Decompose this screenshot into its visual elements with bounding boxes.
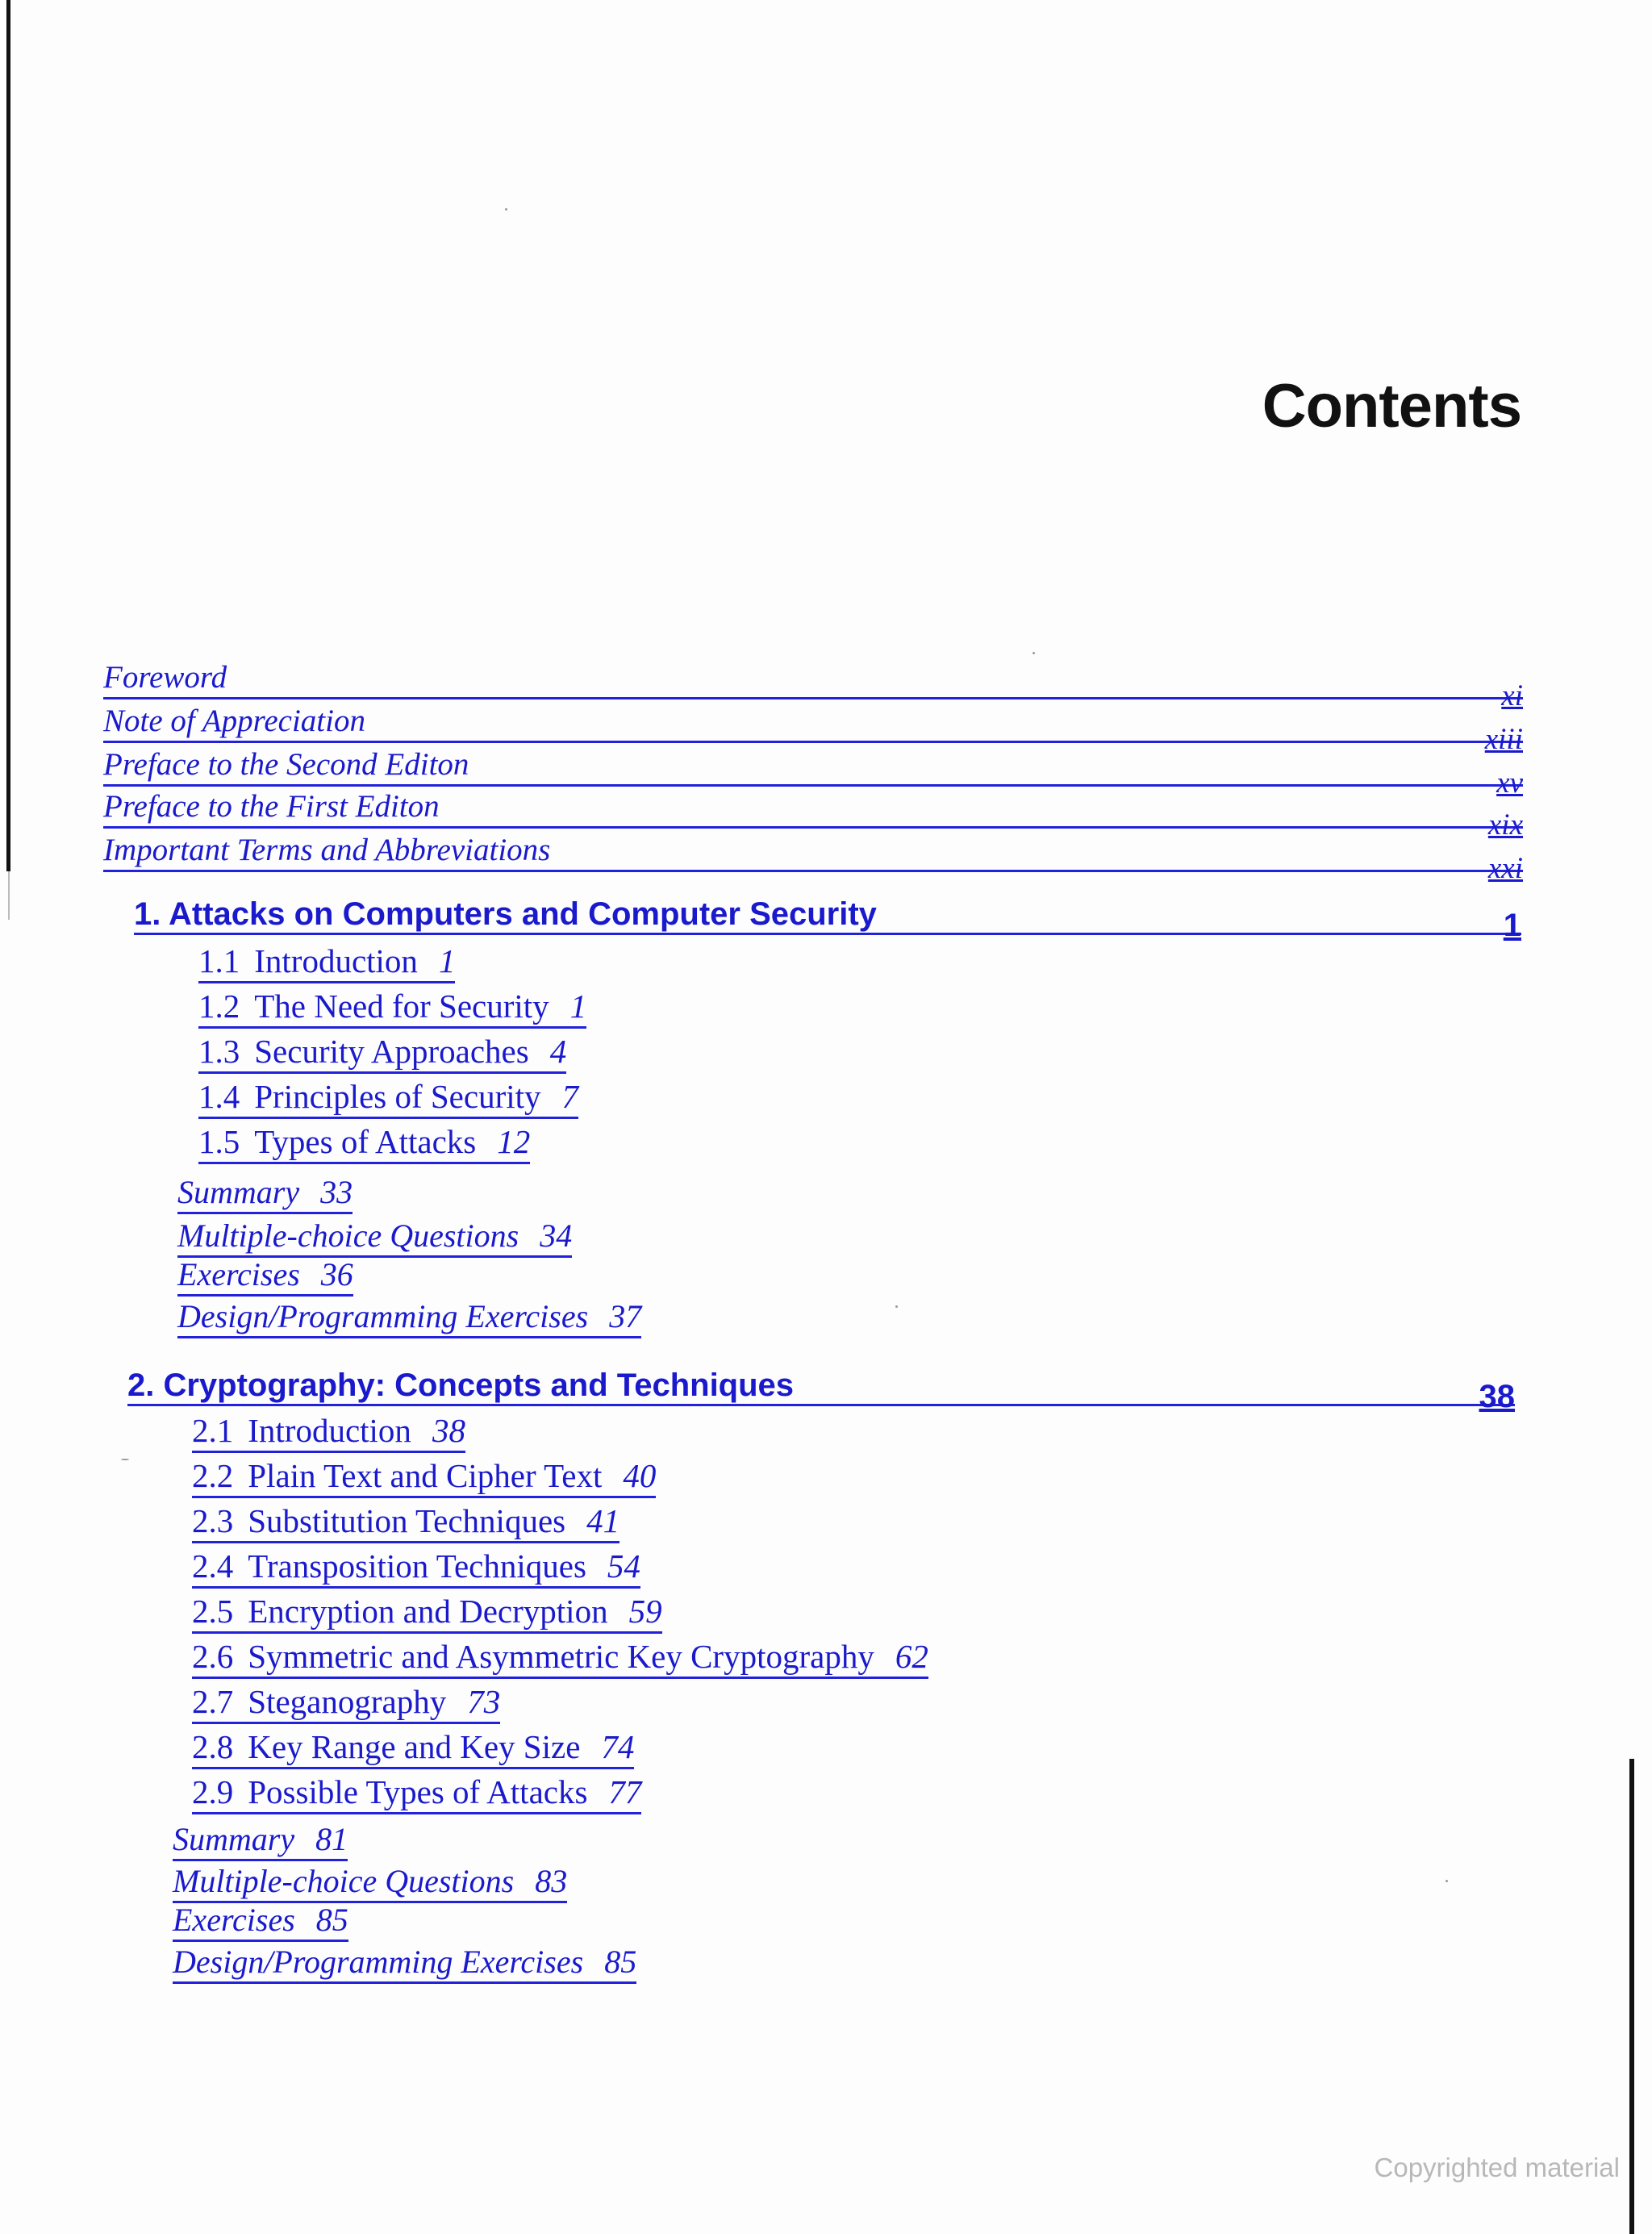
section-title: Introduction xyxy=(254,942,418,979)
end-item-page: 81 xyxy=(315,1821,348,1857)
page-title: Contents xyxy=(1262,372,1521,441)
toc-end-mcq-2[interactable] xyxy=(173,1862,567,1903)
toc-section-1-4[interactable] xyxy=(198,1076,578,1119)
toc-end-summary-1[interactable] xyxy=(177,1173,353,1214)
end-item-page: 85 xyxy=(315,1902,348,1938)
toc-entry-label: Important Terms and Abbreviations xyxy=(103,833,551,867)
section-number: 2.9 xyxy=(192,1773,234,1810)
section-number: 1.5 xyxy=(198,1123,240,1160)
toc-entry-page: xi xyxy=(1501,679,1523,712)
section-number: 2.8 xyxy=(192,1728,234,1765)
scan-edge-left-faint xyxy=(8,871,10,920)
toc-section-1-5[interactable] xyxy=(198,1121,530,1164)
toc-section-2-4[interactable] xyxy=(192,1546,640,1589)
section-number: 2.7 xyxy=(192,1683,234,1720)
end-item-page: 37 xyxy=(609,1298,642,1334)
toc-entry-preface-first[interactable] xyxy=(103,784,1523,841)
section-number: 2.4 xyxy=(192,1547,234,1585)
section-number: 2.2 xyxy=(192,1457,234,1494)
section-number: 2.3 xyxy=(192,1502,234,1539)
toc-section-1-3[interactable] xyxy=(198,1031,566,1074)
toc-entry-page: xiii xyxy=(1484,723,1523,756)
section-page: 12 xyxy=(497,1123,531,1160)
toc-entry-page: xv xyxy=(1496,766,1523,800)
scan-speck xyxy=(1446,1880,1448,1882)
section-page: 41 xyxy=(586,1502,620,1539)
toc-entry-preface-second[interactable] xyxy=(103,742,1523,800)
end-item-label: Design/Programming Exercises xyxy=(173,1944,584,1980)
end-item-page: 85 xyxy=(604,1944,637,1980)
toc-entry-note-of-appreciation[interactable] xyxy=(103,699,1523,756)
section-title: Encryption and Decryption xyxy=(248,1593,608,1630)
section-title: Substitution Techniques xyxy=(248,1502,566,1539)
section-page: 59 xyxy=(628,1593,662,1630)
toc-entry-important-terms[interactable] xyxy=(103,828,1523,885)
section-page: 77 xyxy=(608,1773,642,1810)
section-title: Symmetric and Asymmetric Key Cryptography xyxy=(248,1638,874,1675)
toc-end-exercises-1[interactable] xyxy=(177,1255,353,1297)
end-item-label: Multiple-choice Questions xyxy=(177,1217,519,1254)
section-page: 4 xyxy=(549,1033,567,1070)
end-item-label: Summary xyxy=(173,1821,295,1857)
toc-entry-label: Preface to the Second Editon xyxy=(103,747,469,782)
toc-entry-label: Note of Appreciation xyxy=(103,704,365,738)
end-item-label: Multiple-choice Questions xyxy=(173,1863,515,1899)
toc-section-2-5[interactable] xyxy=(192,1591,662,1634)
toc-chapter-1[interactable] xyxy=(134,887,1521,943)
toc-section-2-1[interactable] xyxy=(192,1410,465,1453)
toc-section-2-9[interactable] xyxy=(192,1772,641,1814)
chapter-page: 38 xyxy=(1479,1379,1515,1414)
toc-section-2-3[interactable] xyxy=(192,1501,620,1543)
section-page: 1 xyxy=(438,942,456,979)
scan-speck xyxy=(1032,652,1035,654)
section-title: The Need for Security xyxy=(254,988,549,1025)
toc-section-2-6[interactable] xyxy=(192,1636,928,1679)
section-page: 1 xyxy=(569,988,587,1025)
section-number: 1.3 xyxy=(198,1033,240,1070)
end-item-page: 36 xyxy=(320,1256,353,1292)
section-title: Steganography xyxy=(248,1683,447,1720)
section-title: Plain Text and Cipher Text xyxy=(248,1457,603,1494)
toc-end-design-1[interactable] xyxy=(177,1297,641,1338)
scan-edge-right xyxy=(1629,1759,1634,2234)
toc-end-mcq-1[interactable] xyxy=(177,1217,572,1258)
section-page: 7 xyxy=(561,1078,579,1115)
toc-end-exercises-2[interactable] xyxy=(173,1901,348,1942)
end-item-label: Summary xyxy=(177,1174,300,1210)
section-number: 2.5 xyxy=(192,1593,234,1630)
copyright-watermark: Copyrighted material xyxy=(1374,2153,1620,2182)
toc-entry-page: xix xyxy=(1487,808,1523,841)
section-number: 2.6 xyxy=(192,1638,234,1675)
section-number: 1.1 xyxy=(198,942,240,979)
section-page: 54 xyxy=(607,1547,640,1585)
section-number: 1.2 xyxy=(198,988,240,1025)
toc-entry-label: Foreword xyxy=(103,660,227,695)
section-title: Key Range and Key Size xyxy=(248,1728,581,1765)
section-page: 62 xyxy=(895,1638,928,1675)
toc-entry-page: xxi xyxy=(1487,852,1523,885)
scan-speck xyxy=(895,1305,898,1308)
chapter-title: 2. Cryptography: Concepts and Techniques xyxy=(127,1368,795,1403)
section-title: Principles of Security xyxy=(254,1078,541,1115)
section-page: 74 xyxy=(601,1728,635,1765)
section-number: 2.1 xyxy=(192,1412,234,1449)
toc-end-design-2[interactable] xyxy=(173,1943,636,1984)
section-title: Introduction xyxy=(248,1412,411,1449)
toc-chapter-2[interactable] xyxy=(127,1359,1515,1414)
toc-end-summary-2[interactable] xyxy=(173,1820,348,1861)
scan-speck xyxy=(505,208,507,211)
toc-section-2-7[interactable] xyxy=(192,1681,500,1724)
scan-edge-left xyxy=(6,0,10,871)
toc-section-2-2[interactable] xyxy=(192,1455,656,1498)
section-title: Security Approaches xyxy=(254,1033,529,1070)
scan-speck xyxy=(121,1459,129,1460)
section-title: Transposition Techniques xyxy=(248,1547,586,1585)
end-item-label: Exercises xyxy=(177,1256,300,1292)
section-page: 40 xyxy=(623,1457,657,1494)
end-item-label: Design/Programming Exercises xyxy=(177,1298,589,1334)
end-item-label: Exercises xyxy=(173,1902,295,1938)
end-item-page: 34 xyxy=(540,1217,573,1254)
end-item-page: 33 xyxy=(320,1174,353,1210)
section-page: 73 xyxy=(467,1683,501,1720)
toc-section-2-8[interactable] xyxy=(192,1727,634,1769)
end-item-page: 83 xyxy=(535,1863,568,1899)
toc-entry-label: Preface to the First Editon xyxy=(103,789,440,824)
toc-section-1-1[interactable] xyxy=(198,941,455,983)
chapter-page: 1 xyxy=(1503,908,1521,943)
chapter-title: 1. Attacks on Computers and Computer Security xyxy=(134,896,877,932)
section-number: 1.4 xyxy=(198,1078,240,1115)
toc-section-1-2[interactable] xyxy=(198,986,586,1029)
section-page: 38 xyxy=(432,1412,465,1449)
toc-entry-foreword[interactable] xyxy=(103,655,1523,712)
section-title: Possible Types of Attacks xyxy=(248,1773,588,1810)
section-title: Types of Attacks xyxy=(254,1123,477,1160)
